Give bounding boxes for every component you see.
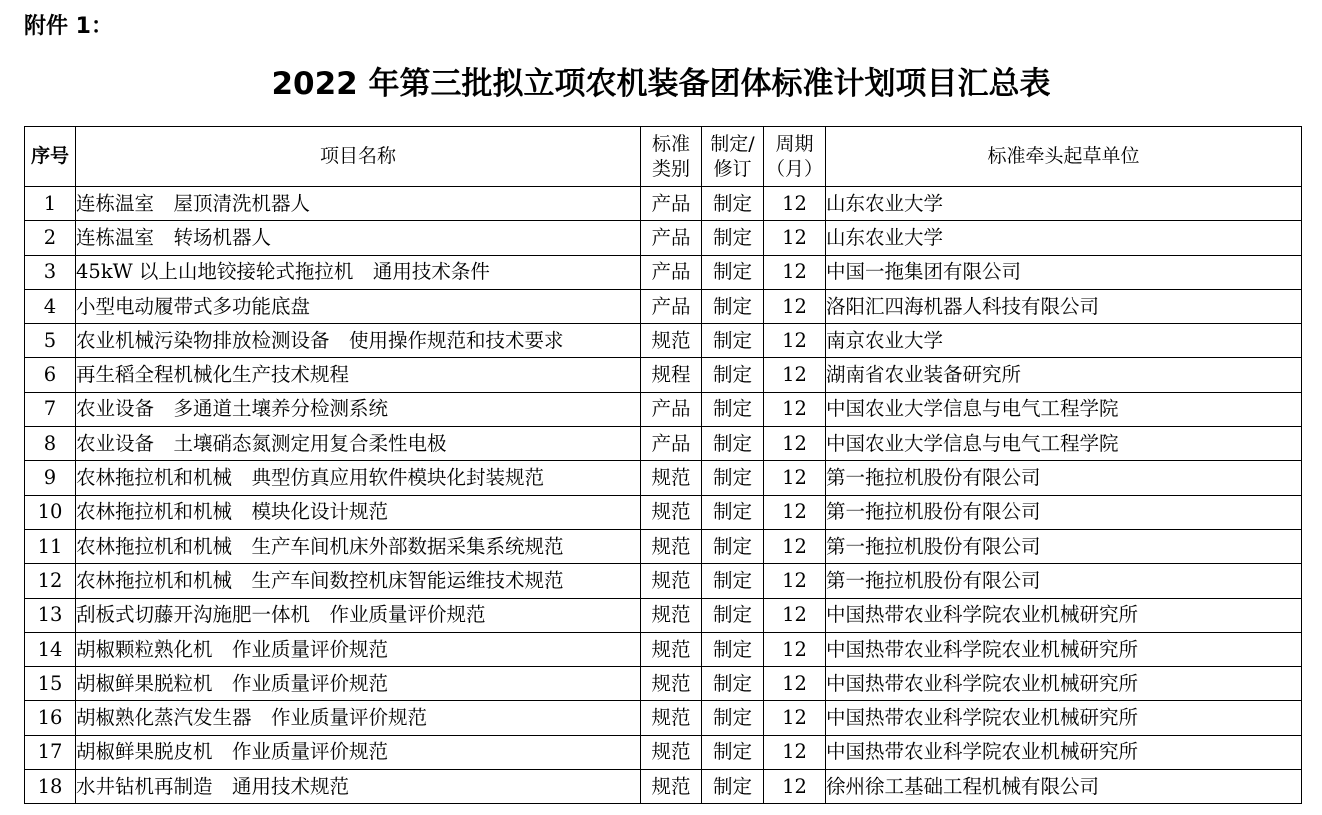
table-row (25, 392, 1302, 426)
cell-drafting-unit: 中国热带农业科学院农业机械研究所 (826, 667, 1302, 701)
cell-period: 12 (764, 770, 826, 804)
cell-category: 规范 (641, 598, 702, 632)
table-row (25, 187, 1302, 221)
cell-project-name: 农业设备 土壤硝态氮测定用复合柔性电极 (76, 427, 641, 461)
table-header (25, 127, 1302, 187)
cell-no: 3 (25, 255, 76, 289)
table-row (25, 358, 1302, 392)
table-row (25, 667, 1302, 701)
cell-revision: 制定 (702, 632, 764, 666)
cell-period: 12 (764, 701, 826, 735)
cell-no: 18 (25, 770, 76, 804)
cell-period: 12 (764, 735, 826, 769)
cell-category: 产品 (641, 187, 702, 221)
cell-revision: 制定 (702, 358, 764, 392)
cell-no: 1 (25, 187, 76, 221)
cell-revision: 制定 (702, 289, 764, 323)
cell-revision: 制定 (702, 564, 764, 598)
cell-no: 12 (25, 564, 76, 598)
cell-project-name: 胡椒鲜果脱粒机 作业质量评价规范 (76, 667, 641, 701)
cell-category: 规程 (641, 358, 702, 392)
table-row (25, 427, 1302, 461)
cell-period: 12 (764, 187, 826, 221)
cell-no: 13 (25, 598, 76, 632)
cell-period: 12 (764, 427, 826, 461)
cell-revision: 制定 (702, 701, 764, 735)
cell-no: 14 (25, 632, 76, 666)
cell-period: 12 (764, 392, 826, 426)
cell-category: 规范 (641, 324, 702, 358)
table-row (25, 598, 1302, 632)
cell-revision: 制定 (702, 735, 764, 769)
cell-drafting-unit: 中国农业大学信息与电气工程学院 (826, 392, 1302, 426)
header-period-line2: （月） (765, 157, 823, 180)
cell-revision: 制定 (702, 495, 764, 529)
cell-project-name: 刮板式切藤开沟施肥一体机 作业质量评价规范 (76, 598, 641, 632)
table-row (25, 461, 1302, 495)
table-row (25, 255, 1302, 289)
cell-drafting-unit: 洛阳汇四海机器人科技有限公司 (826, 289, 1302, 323)
cell-project-name: 连栋温室 转场机器人 (76, 221, 641, 255)
header-period-line1: 周期 (775, 132, 814, 155)
cell-project-name: 连栋温室 屋顶清洗机器人 (76, 187, 641, 221)
cell-category: 产品 (641, 427, 702, 461)
cell-project-name: 45kW 以上山地铰接轮式拖拉机 通用技术条件 (76, 255, 641, 289)
cell-drafting-unit: 中国农业大学信息与电气工程学院 (826, 427, 1302, 461)
cell-period: 12 (764, 564, 826, 598)
cell-no: 11 (25, 529, 76, 563)
cell-category: 规范 (641, 564, 702, 598)
header-revision-line1: 制定/ (710, 132, 755, 155)
cell-revision: 制定 (702, 187, 764, 221)
cell-period: 12 (764, 289, 826, 323)
cell-no: 2 (25, 221, 76, 255)
header-revision-line2: 修订 (713, 157, 752, 180)
cell-revision: 制定 (702, 427, 764, 461)
header-no: 序号 (25, 127, 76, 187)
header-category-line2: 类别 (651, 157, 690, 180)
cell-category: 规范 (641, 770, 702, 804)
standards-table (24, 126, 1302, 804)
header-row (25, 127, 1302, 187)
cell-drafting-unit: 南京农业大学 (826, 324, 1302, 358)
cell-no: 6 (25, 358, 76, 392)
cell-revision: 制定 (702, 221, 764, 255)
cell-drafting-unit: 湖南省农业装备研究所 (826, 358, 1302, 392)
cell-category: 产品 (641, 392, 702, 426)
cell-project-name: 小型电动履带式多功能底盘 (76, 289, 641, 323)
cell-no: 16 (25, 701, 76, 735)
header-category (641, 127, 702, 187)
cell-revision: 制定 (702, 461, 764, 495)
cell-project-name: 农林拖拉机和机械 生产车间数控机床智能运维技术规范 (76, 564, 641, 598)
table-row (25, 564, 1302, 598)
cell-project-name: 胡椒颗粒熟化机 作业质量评价规范 (76, 632, 641, 666)
cell-project-name: 农林拖拉机和机械 生产车间机床外部数据采集系统规范 (76, 529, 641, 563)
cell-no: 7 (25, 392, 76, 426)
table-body (25, 187, 1302, 804)
cell-revision: 制定 (702, 770, 764, 804)
header-category-line1: 标准 (651, 132, 690, 155)
cell-period: 12 (764, 529, 826, 563)
cell-period: 12 (764, 324, 826, 358)
cell-period: 12 (764, 632, 826, 666)
cell-period: 12 (764, 358, 826, 392)
table-row (25, 701, 1302, 735)
cell-drafting-unit: 第一拖拉机股份有限公司 (826, 495, 1302, 529)
cell-period: 12 (764, 255, 826, 289)
table-row (25, 289, 1302, 323)
cell-category: 规范 (641, 667, 702, 701)
cell-drafting-unit: 第一拖拉机股份有限公司 (826, 461, 1302, 495)
cell-no: 8 (25, 427, 76, 461)
cell-project-name: 再生稻全程机械化生产技术规程 (76, 358, 641, 392)
cell-drafting-unit: 中国热带农业科学院农业机械研究所 (826, 701, 1302, 735)
cell-no: 15 (25, 667, 76, 701)
cell-revision: 制定 (702, 667, 764, 701)
cell-period: 12 (764, 495, 826, 529)
cell-category: 规范 (641, 461, 702, 495)
document-title: 2022 年第三批拟立项农机装备团体标准计划项目汇总表 (271, 66, 1051, 102)
cell-no: 5 (25, 324, 76, 358)
header-name: 项目名称 (76, 127, 641, 187)
header-unit: 标准牵头起草单位 (826, 127, 1302, 187)
cell-no: 9 (25, 461, 76, 495)
header-period (764, 127, 826, 187)
cell-project-name: 胡椒熟化蒸汽发生器 作业质量评价规范 (76, 701, 641, 735)
cell-drafting-unit: 徐州徐工基础工程机械有限公司 (826, 770, 1302, 804)
cell-category: 产品 (641, 221, 702, 255)
cell-no: 4 (25, 289, 76, 323)
table-row (25, 632, 1302, 666)
cell-no: 10 (25, 495, 76, 529)
cell-revision: 制定 (702, 392, 764, 426)
cell-period: 12 (764, 598, 826, 632)
cell-drafting-unit: 山东农业大学 (826, 221, 1302, 255)
cell-revision: 制定 (702, 324, 764, 358)
attachment-label: 附件 1： (24, 14, 113, 39)
cell-category: 规范 (641, 529, 702, 563)
cell-project-name: 农业设备 多通道土壤养分检测系统 (76, 392, 641, 426)
cell-category: 产品 (641, 289, 702, 323)
table-row (25, 324, 1302, 358)
cell-project-name: 农业机械污染物排放检测设备 使用操作规范和技术要求 (76, 324, 641, 358)
cell-drafting-unit: 第一拖拉机股份有限公司 (826, 564, 1302, 598)
cell-revision: 制定 (702, 255, 764, 289)
cell-drafting-unit: 中国热带农业科学院农业机械研究所 (826, 632, 1302, 666)
cell-project-name: 农林拖拉机和机械 典型仿真应用软件模块化封装规范 (76, 461, 641, 495)
cell-revision: 制定 (702, 598, 764, 632)
cell-no: 17 (25, 735, 76, 769)
cell-category: 规范 (641, 735, 702, 769)
cell-category: 产品 (641, 255, 702, 289)
cell-category: 规范 (641, 632, 702, 666)
table-row (25, 495, 1302, 529)
cell-drafting-unit: 中国热带农业科学院农业机械研究所 (826, 735, 1302, 769)
table-row (25, 529, 1302, 563)
cell-category: 规范 (641, 495, 702, 529)
cell-category: 规范 (641, 701, 702, 735)
table-row (25, 770, 1302, 804)
cell-project-name: 胡椒鲜果脱皮机 作业质量评价规范 (76, 735, 641, 769)
cell-drafting-unit: 山东农业大学 (826, 187, 1302, 221)
header-revision (702, 127, 764, 187)
table-row (25, 735, 1302, 769)
cell-project-name: 农林拖拉机和机械 模块化设计规范 (76, 495, 641, 529)
cell-period: 12 (764, 461, 826, 495)
cell-project-name: 水井钻机再制造 通用技术规范 (76, 770, 641, 804)
cell-period: 12 (764, 667, 826, 701)
table-row (25, 221, 1302, 255)
cell-period: 12 (764, 221, 826, 255)
cell-drafting-unit: 中国热带农业科学院农业机械研究所 (826, 598, 1302, 632)
cell-drafting-unit: 第一拖拉机股份有限公司 (826, 529, 1302, 563)
cell-drafting-unit: 中国一拖集团有限公司 (826, 255, 1302, 289)
cell-revision: 制定 (702, 529, 764, 563)
